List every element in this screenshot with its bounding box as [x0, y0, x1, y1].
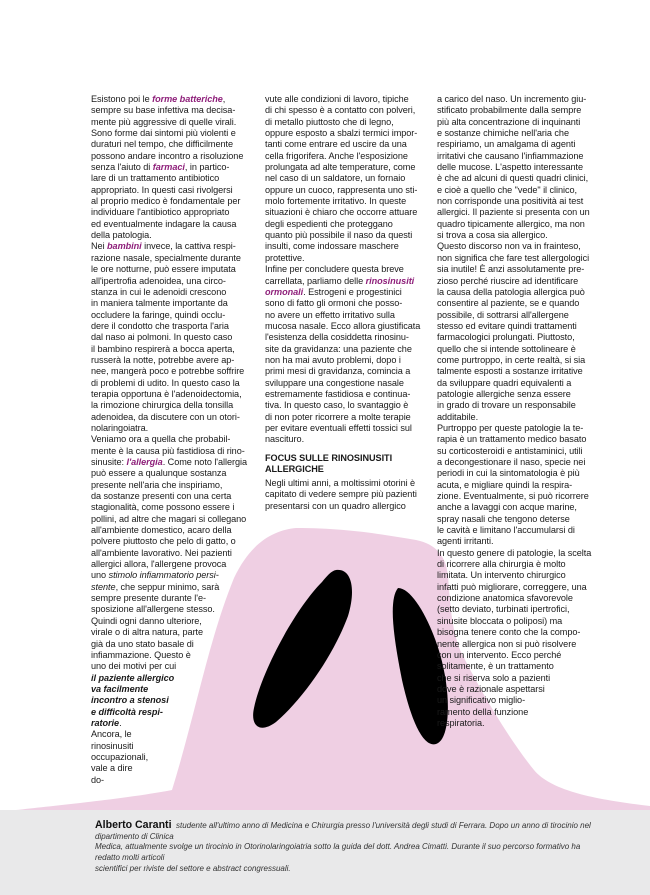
column-2 [265, 94, 420, 446]
text-line: Negli ultimi anni, a moltissimi otorini è [265, 478, 416, 488]
text-line: vute alle condizioni di lavoro, tipiche [265, 94, 409, 104]
text-line: stificato probabilmente dalla sempre [437, 105, 582, 116]
text-line: rapia è un trattamento medico basato [437, 434, 587, 445]
text-line: è che ad alcuni di questi quadri clinici, [437, 173, 589, 184]
text-line: sinusite: l'allergia. Come noto l'allergia [91, 457, 248, 467]
text-line: dal naso ai polmoni. In questo caso [91, 332, 233, 343]
text-line: a carico del naso. Un incremento giu- [437, 94, 587, 104]
text-line: sposizione all'allergene stesso. [91, 604, 215, 615]
text-line: nee, mangerà poco e potrebbe soffrire [91, 366, 245, 377]
text-line: ormonali. Estrogeni e progestinici [265, 286, 402, 297]
text-line: all'ipertrofia adenoidea, una circo- [91, 275, 226, 286]
text-line: non ha mai avuto problemi, dopo i [265, 354, 401, 365]
emphasis-text: va facilmente [91, 683, 149, 694]
text-line: presente nell'aria che inspiriamo, [91, 479, 223, 490]
text-line: primi mesi di gravidanza, comincia a [265, 366, 411, 377]
text-line: oppure un cuoco, rappresenta uno sti- [265, 184, 418, 195]
text-line: sinusite bloccata o poliposi) ma [437, 615, 563, 626]
text-line: l'esistenza della cosiddetta rinosinu- [265, 332, 409, 343]
text-line: terapia opportuna è l'adenoidectomia, [91, 388, 242, 399]
text-line: stagionalità, come possono essere i [91, 502, 235, 513]
text-line: Questo discorso non va in frainteso, [437, 241, 581, 252]
text-line: Purtroppo per queste patologie la te- [437, 422, 584, 433]
highlight-term: farmaci [152, 162, 185, 173]
text-line: Nei bambini invece, la cattiva respi- [91, 241, 236, 252]
text-line: in grado di trovare un responsabile [437, 400, 576, 411]
text-line: Ancora, le [91, 729, 132, 740]
text-line [91, 707, 247, 718]
text-line [91, 673, 247, 684]
column-3 [437, 94, 591, 729]
author-bio [95, 820, 595, 875]
text-line: di problemi di udito. In questo caso la [91, 377, 240, 388]
text-line: lare di un trattamento antibiotico [91, 173, 220, 184]
italic-text: stimolo infiammatorio persi- [108, 570, 219, 581]
text-line: condizione anatomica sfavorevole [437, 593, 573, 604]
text-line: si trova a cosa sia allergico. [437, 230, 548, 241]
text-line: razione nasale, specialmente durante [91, 252, 241, 263]
text-line: della patologia. [91, 230, 152, 241]
text-line: all'ambiente lavorativo. Nei pazienti [91, 547, 232, 558]
author-name: Alberto Caranti [95, 819, 172, 831]
text-line: uno stimolo infiammatorio persi- [91, 570, 219, 581]
text-line: rinosinusiti [91, 740, 134, 751]
text-line: protettive. [265, 252, 305, 263]
text-line: appropriato. In questi casi rivolgersi [91, 184, 233, 195]
text-line: talmente esposti a sostanze irritative [437, 366, 583, 377]
text-line [91, 695, 247, 706]
text-line: presentarsi con un quadro allergico [265, 500, 406, 511]
text-line: Quindi ogni danno ulteriore, [91, 615, 202, 626]
text-line: un significativo miglio- [437, 695, 526, 706]
highlight-term: bambini [107, 241, 142, 252]
text-line: cella frigorifera. Anche l'esposizione [265, 150, 408, 161]
text-line: consentire al paziente, se e quando [437, 298, 580, 309]
text-line: senza l'aiuto di farmaci, in partico- [91, 162, 230, 173]
text-line: allergici. Il paziente si presenta con un [437, 207, 590, 218]
text-line: in maniera talmente importante da [91, 298, 228, 309]
text-line: limitata. Un intervento chirurgico [437, 570, 566, 581]
text-line: di chi spesso è a contatto con polveri, [265, 105, 416, 116]
text-line: zione. Eventualmente, si può ricorrere [437, 491, 589, 502]
text-line: dere il condotto che trasporta l'aria [91, 320, 229, 331]
text-line: virale o di altra natura, parte [91, 627, 204, 638]
text-line: nascituro. [265, 434, 305, 445]
text-line: di ricorrere alla chirurgia è molto [437, 559, 566, 570]
text-line: zioso perché riuscire ad identificare [437, 275, 579, 286]
text-line: il bambino respirerà a bocca aperta, [91, 343, 235, 354]
text-line: tanti come entrare ed uscire da una [265, 139, 407, 150]
text-line: sempre presente durante l'e- [91, 593, 206, 604]
text-line: per evitare eventuali effetti tossici sul [265, 422, 412, 433]
text-line [91, 684, 247, 695]
text-line: da sostanze presenti con una certa [91, 491, 232, 502]
text-line: adenoidea, da discutere con un otori- [91, 411, 240, 422]
text-line: mente è la causa più fastidiosa di rino- [91, 445, 245, 456]
text-line: estremamente fastidiosa e continua- [265, 388, 411, 399]
text-line: vale a dire [91, 763, 133, 774]
text-line: oppure esposto a sbalzi termici impor- [265, 128, 418, 139]
text-line: respiratoria. [437, 717, 485, 728]
author-bio-text-3: scientifici per riviste del settore e abstract congressuali. [95, 863, 291, 873]
text-line: ramento della funzione [437, 706, 529, 717]
text-line: e sostanze chimiche nell'aria che [437, 128, 569, 139]
text-line: carrellata, parliamo delle rinosinusiti [265, 275, 415, 286]
text-line: situazioni è chiaro che occorre attuare [265, 207, 418, 218]
text-line: capitato di vedere sempre più pazienti [265, 489, 417, 500]
text-line: di non poter ricorrere a molte terapie [265, 411, 411, 422]
text-line: dove è razionale aspettarsi [437, 683, 545, 694]
text-line: può essere a qualunque sostanza [91, 468, 227, 479]
text-line: allergici allora, l'allergene provoca [91, 559, 227, 570]
text-line: non significa che fare test allergologici [437, 252, 590, 263]
text-line: quello che si intende sottolineare è [437, 343, 576, 354]
highlight-term: ormonali [265, 286, 304, 297]
text-line: quadro tipicamente allergico, ma non [437, 218, 585, 229]
highlight-term: l'allergia [126, 457, 163, 467]
text-line: già da uno stato basale di [91, 638, 194, 649]
author-bio-text-1: studente all'ultimo anno di Medicina e Chirurgia presso l'università degli studi di Ferrara. Dopo un anno di tirocinio nel dipartimento di Clinica [95, 821, 591, 841]
text-line: delle mucose. L'aspetto interessante [437, 162, 584, 173]
text-line: spray nasali che tengono deterse [437, 513, 570, 524]
text-line: pollini, ad altre che magari si collegano [91, 513, 247, 524]
text-line: con un intervento. Ecco perché [437, 649, 562, 660]
text-line: Sono forme dai sintomi più violenti e [91, 128, 236, 139]
text-line: infiammazione. Questo è [91, 649, 191, 660]
text-line: additabile. [437, 411, 479, 422]
text-line: solitamente, è un trattamento [437, 661, 554, 672]
text-line: occupazionali, [91, 751, 149, 762]
column-2-continued [265, 478, 417, 512]
text-line: nolaringoiatra. [91, 422, 149, 433]
text-line: degli espedienti che proteggano [265, 218, 393, 229]
text-line: le cavità e limitano l'accumularsi di [437, 525, 575, 536]
text-line: periodi in cui la sintomatologia è più [437, 468, 580, 479]
section-heading [265, 453, 392, 476]
text-line: ed eventualmente indagare la causa [91, 218, 237, 229]
text-line: Esistono poi le forme batteriche, [91, 94, 226, 104]
text-line: sviluppare una congestione nasale [265, 377, 404, 388]
text-line: ratorie. [91, 717, 122, 728]
text-line: farmacologici prolungati. Piuttosto, [437, 332, 575, 343]
text-line: russerà la notte, potrebbe avere ap- [91, 354, 235, 365]
text-line: stente, che seppur minimo, sarà [91, 581, 220, 592]
text-line: In questo genere di patologie, la scelta [437, 547, 592, 558]
text-line: sempre su base infettiva ma decisa- [91, 105, 236, 116]
text-line: no avere un effetto irritativo sulla [265, 309, 395, 320]
text-line: stanza in cui le adenoidi crescono [91, 286, 227, 297]
text-line: mente più aggressive di quelle virali. [91, 116, 237, 127]
text-line: irritativi che causano l'infiammazione [437, 150, 584, 161]
text-line: all'ambiente domestico, acaro della [91, 525, 232, 536]
text-line: acuta, e migliare quindi la respira- [437, 479, 573, 490]
text-line: di metallo piuttosto che di legno, [265, 116, 394, 127]
text-line: bisogna tenere conto che la compo- [437, 627, 581, 638]
emphasis-text: il paziente allergico [91, 672, 175, 683]
text-line: mucosa nasale. Ecco allora giustificata [265, 320, 421, 331]
text-line: stesso ed evitare quindi trattamenti [437, 320, 577, 331]
text-line: anche a lavaggi con acque marine, [437, 502, 577, 513]
text-line: al proprio medico è fondamentale per [91, 196, 241, 207]
text-line: su corticosteroidi e antistaminici, utili [437, 445, 583, 456]
emphasis-text: ratorie [91, 717, 120, 728]
text-line: agenti irritanti. [437, 536, 494, 547]
emphasis-text: incontro a stenosi [91, 695, 169, 706]
column-1 [91, 94, 247, 786]
text-line: come purtroppo, in certe realtà, si sia [437, 354, 586, 365]
text-line: nel caso di un saldatore, un fornaio [265, 173, 406, 184]
text-line: uno dei motivi per cui [91, 661, 177, 672]
text-line: respiriamo, un amalgama di agenti [437, 139, 576, 150]
heading-line-2: ALLERGICHE [265, 464, 324, 475]
text-line: possono andare incontro a risoluzione [91, 150, 244, 161]
text-line: Infine per concludere questa breve [265, 264, 404, 275]
text-line: la rimozione chirurgica della tonsilla [91, 400, 234, 411]
text-line: non corrisponde una positività ai test [437, 196, 584, 207]
text-line: (setto deviato, turbinati ipertrofici, [437, 604, 570, 615]
italic-text: stente [91, 581, 116, 592]
text-line: a decongestionare il naso, specie nei [437, 457, 586, 467]
text-line: nente allergica non si può risolvere [437, 638, 577, 649]
text-line: duraturi nel tempo, che difficilmente [91, 139, 234, 150]
text-line: possibile, di sottrarsi all'allergene [437, 309, 569, 320]
text-line: molo fortemente irritativo. In queste [265, 196, 407, 207]
text-line: individuare l'antibiotico appropriato [91, 207, 230, 218]
text-line: sono di fatto gli ormoni che posso- [265, 298, 403, 309]
text-line: occludere la faringe, quindi occlu- [91, 309, 226, 320]
text-line: tiva. In questo caso, lo svantaggio è [265, 400, 409, 411]
text-line: polvere piuttosto che pelo di gatto, o [91, 536, 236, 547]
text-line: sia inutile! È anzi assolutamente pre- [437, 264, 585, 275]
emphasis-text: e difficoltà respi- [91, 706, 163, 717]
text-line: da sviluppare quadri equivalenti a [437, 377, 572, 388]
heading-line-1: FOCUS SULLE RINOSINUSITI [265, 453, 393, 463]
text-line: che si riserva solo a pazienti [437, 672, 551, 683]
text-line: patologie allergiche senza essere [437, 388, 571, 399]
text-line: site da gravidanza: una paziente che [265, 343, 412, 354]
text-line: quanto più possibile il naso da questi [265, 230, 413, 241]
author-bio-text-2: Medica, attualmente svolge un tirocinio in Otorinolaringoiatria sotto la guida del dott. Andrea Cimatti. Durante il suo percorso formativo ha redatto molti articoli [95, 842, 581, 863]
highlight-term: forme batteriche [152, 94, 223, 104]
text-line: le ore notturne, può essere imputata [91, 264, 236, 275]
text-line: e cioè a quello che "vede" il clinico, [437, 184, 578, 195]
text-line: la causa della patologia allergica può [437, 286, 585, 297]
text-line: infatti può migliorare, correggere, una [437, 581, 587, 592]
text-line: prolungata ad alte temperature, come [265, 162, 416, 173]
text-line: insulti, come indossare maschere [265, 241, 399, 252]
highlight-term: rinosinusiti [365, 275, 415, 286]
text-line: più alta concentrazione di inquinanti [437, 116, 581, 127]
text-line: Veniamo ora a quella che probabil- [91, 434, 231, 445]
text-line: do- [91, 774, 105, 785]
